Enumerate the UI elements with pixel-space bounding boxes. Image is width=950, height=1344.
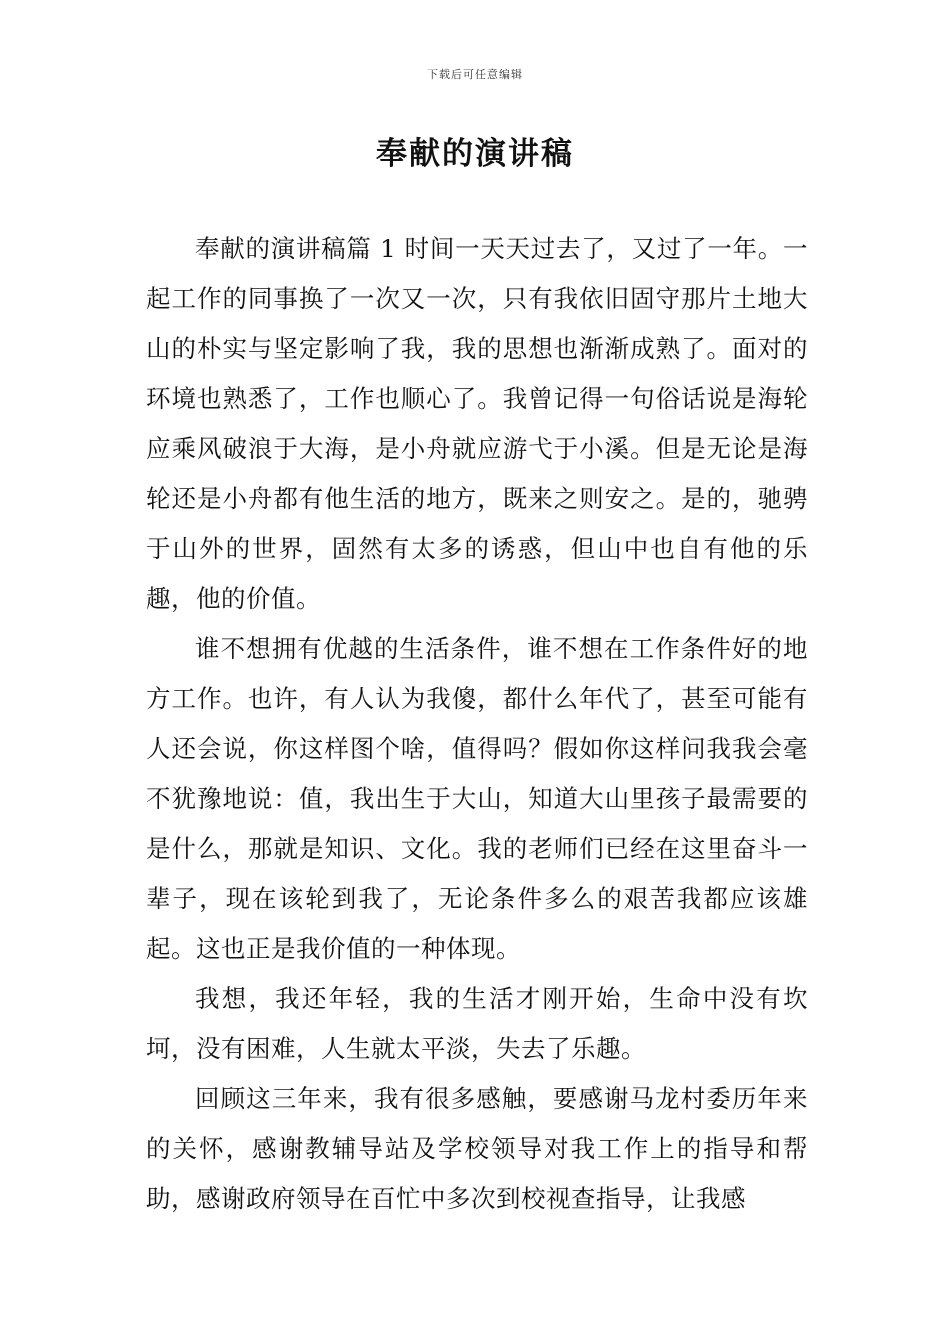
document-body — [146, 224, 808, 1224]
paragraph-3: 我想，我还年轻，我的生活才刚开始，生命中没有坎坷，没有困难，人生就太平淡，失去了乐趣。 — [146, 984, 808, 1063]
paragraph-1: 奉献的演讲稿篇 1 时间一天天过去了，又过了一年。一起工作的同事换了一次又一次，只有我依旧固守那片土地大山的朴实与坚定影响了我，我的思想也渐渐成熟了。面对的环境也熟悉了，工作也顺心了。我曾记得一句俗话说是海轮应乘风破浪于大海，是小舟就应游弋于小溪。但是无论是海轮还是小舟都有他生活的地方，既来之则安之。是的，驰骋于山外的世界，固然有太多的诱惑，但山中也自有他的乐趣，他的价值。 — [146, 234, 808, 613]
document-title: 奉献的演讲稿 — [376, 136, 574, 172]
paragraph-2: 谁不想拥有优越的生活条件，谁不想在工作条件好的地方工作。也许，有人认为我傻，都什么年代了，甚至可能有人还会说，你这样图个啥，值得吗？假如你这样问我我会毫不犹豫地说：值，我出生于大山，知道大山里孩子最需要的是什么，那就是知识、文化。我的老师们已经在这里奋斗一辈子，现在该轮到我了，无论条件多么的艰苦我都应该雄起。这也正是我价值的一种体现。 — [146, 634, 808, 963]
header-note: 下载后可任意编辑 — [427, 68, 523, 81]
paragraph-4: 回顾这三年来，我有很多感触，要感谢马龙村委历年来的关怀，感谢教辅导站及学校领导对我工作上的指导和帮助，感谢政府领导在百忙中多次到校视查指导，让我感 — [146, 1084, 808, 1213]
